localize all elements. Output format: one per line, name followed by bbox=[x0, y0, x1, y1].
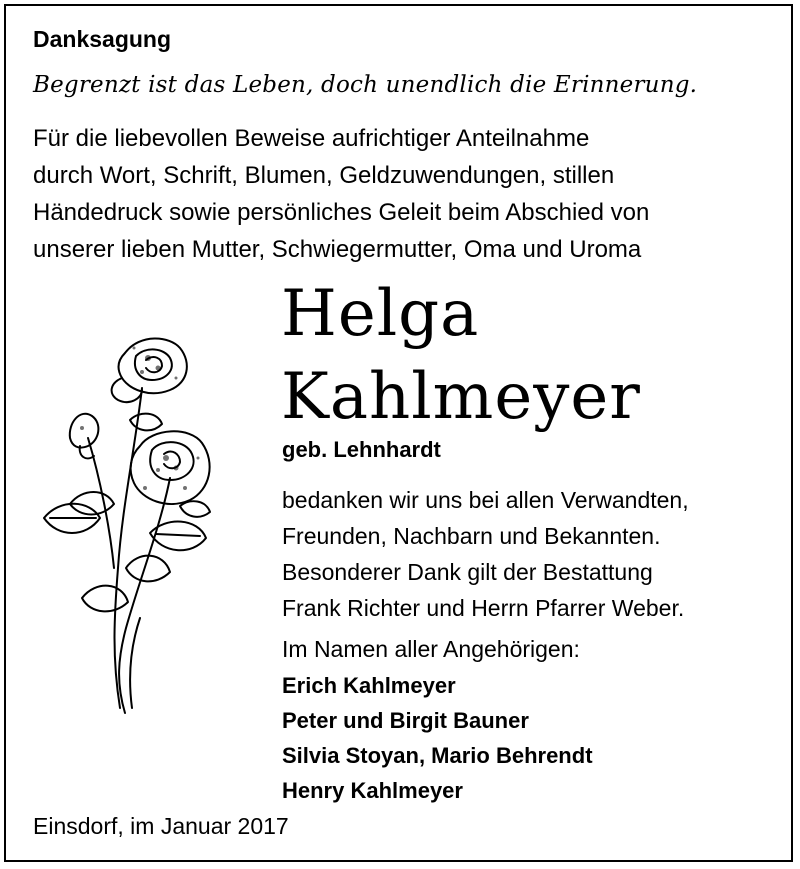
intro-line: durch Wort, Schrift, Blumen, Geldzuwendungen, stillen bbox=[33, 162, 615, 189]
deceased-first-name: Helga bbox=[281, 277, 480, 351]
family-list bbox=[282, 668, 593, 808]
intro-line: Händedruck sowie persönliches Geleit beim Abschied von bbox=[33, 199, 650, 226]
memorial-motto: Begrenzt ist das Leben, doch unendlich die Erinnerung. bbox=[33, 72, 698, 98]
thanks-line: bedanken wir uns bei allen Verwandten, bbox=[282, 487, 689, 513]
family-member: Silvia Stoyan, Mario Behrendt bbox=[282, 743, 593, 768]
roses-illustration bbox=[30, 328, 230, 728]
intro-line: Für die liebevollen Beweise aufrichtiger Anteilnahme bbox=[33, 125, 590, 152]
thanks-line: Frank Richter und Herrn Pfarrer Weber. bbox=[282, 595, 685, 621]
family-member: Henry Kahlmeyer bbox=[282, 778, 463, 803]
notice-heading: Danksagung bbox=[33, 26, 172, 52]
thanks-line: Freunden, Nachbarn und Bekannten. bbox=[282, 523, 661, 549]
thanks-line: Besonderer Dank gilt der Bestattung bbox=[282, 559, 653, 585]
family-member: Peter und Birgit Bauner bbox=[282, 708, 529, 733]
family-member: Erich Kahlmeyer bbox=[282, 673, 456, 698]
thanks-text bbox=[282, 482, 689, 626]
deceased-last-name: Kahlmeyer bbox=[281, 360, 641, 434]
intro-text bbox=[33, 120, 649, 268]
intro-line: unserer lieben Mutter, Schwiegermutter, Oma und Uroma bbox=[33, 236, 642, 263]
place-date: Einsdorf, im Januar 2017 bbox=[33, 813, 289, 839]
signoff-line: Im Namen aller Angehörigen: bbox=[282, 636, 580, 662]
maiden-name: geb. Lehnhardt bbox=[282, 437, 441, 462]
